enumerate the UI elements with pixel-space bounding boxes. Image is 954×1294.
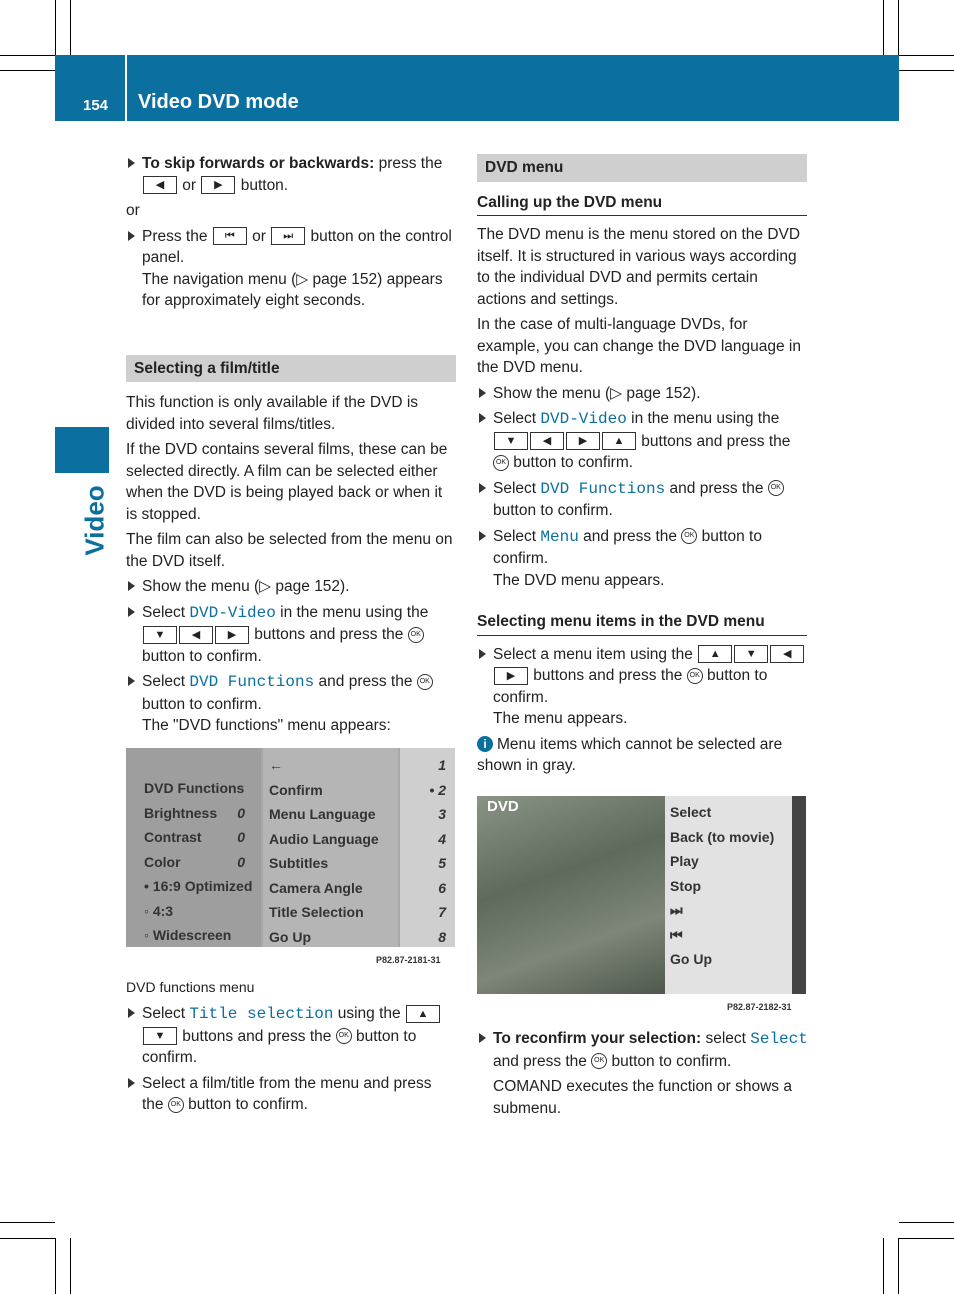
screen-menu-item <box>144 850 259 875</box>
screen-col2 <box>269 753 397 947</box>
screen-menu-item <box>269 827 397 852</box>
screen-menu-item-label: Confirm <box>269 781 323 798</box>
step-text: or <box>247 227 271 245</box>
screen-menu-item-value: 0 <box>237 804 245 821</box>
ok-button-icon: OK <box>681 528 697 544</box>
screen-menu-item <box>670 800 788 825</box>
side-tab <box>55 427 109 473</box>
step-result: The navigation menu (▷ page 152) appears for approximately eight seconds. <box>142 270 443 309</box>
info-text: Menu items which cannot be selected are shown in gray. <box>477 735 783 774</box>
screen-menu-item <box>269 900 397 925</box>
down-key-icon: ▼ <box>734 645 768 663</box>
dvd-functions-screenshot <box>126 748 455 947</box>
screen-menu-item <box>670 923 788 948</box>
screen-menu-item <box>269 778 397 803</box>
screen-menu <box>670 800 788 972</box>
step-text: select <box>701 1030 751 1047</box>
step-text: in the menu using the <box>626 410 780 427</box>
screen-menu-item-label: Stop <box>670 877 702 894</box>
step-select-item <box>477 644 807 730</box>
step-text: button to confirm. <box>142 647 262 665</box>
info-note <box>477 734 807 777</box>
ok-button-icon: OK <box>687 668 703 684</box>
left-column <box>126 153 456 741</box>
screen-menu-item <box>406 900 446 925</box>
paragraph: This function is only available if the DVD is divided into several films/titles. <box>126 394 419 433</box>
paragraph: COMAND executes the function or shows a submenu. <box>493 1078 792 1117</box>
screen-menu-item-label: 8 <box>438 928 446 945</box>
screen-menu-item-label: ◦ 4:3 <box>144 902 174 919</box>
screen-menu-item <box>670 898 788 923</box>
paragraph: In the case of multi-language DVDs, for example, you can change the DVD language in the DVD menu. <box>477 316 801 376</box>
screen-dvd-label: DVD <box>487 798 519 815</box>
image-caption: DVD functions menu <box>126 979 255 995</box>
screen-menu-item-label: ◦ Widescreen <box>144 927 232 943</box>
down-key-icon: ▼ <box>494 432 528 450</box>
code-text: Select <box>750 1030 808 1048</box>
code-text: DVD Functions <box>189 673 315 691</box>
step-result: The menu appears. <box>493 710 628 727</box>
step-select-menu <box>477 526 807 592</box>
paragraph: The film can also be selected from the menu on the DVD itself. <box>126 531 453 570</box>
screen-menu-item-label: Play <box>670 853 699 869</box>
up-key-icon: ▲ <box>406 1005 440 1023</box>
code-text: DVD-Video <box>189 603 276 622</box>
right-key-icon: ▶ <box>494 667 528 685</box>
subheading: Selecting menu items in the DVD menu <box>477 611 807 636</box>
screen-menu-item-label: Select <box>670 804 712 820</box>
screen-menu-item <box>144 899 259 924</box>
screen-menu-item-label: • 16:9 Optimized <box>144 878 253 894</box>
screen-menu-item-label: ⏭ <box>670 902 683 918</box>
screen-menu-item-label: ⏮ <box>670 926 683 943</box>
code-text: Title selection <box>189 1005 334 1023</box>
step-select-functions <box>126 671 456 737</box>
left-key-icon: ◀ <box>179 626 213 644</box>
crop-mark <box>899 55 954 56</box>
bullet-arrow-icon <box>479 413 486 423</box>
screen-menu-item <box>144 825 259 850</box>
bullet-arrow-icon <box>479 531 486 541</box>
left-key-icon: ◀ <box>530 432 564 450</box>
crop-mark <box>55 0 56 55</box>
side-label <box>70 475 130 555</box>
code-text: DVD Functions <box>540 479 666 498</box>
screen-menu-item <box>406 802 446 827</box>
crop-mark <box>0 1238 55 1239</box>
bullet-arrow-icon <box>479 1033 486 1043</box>
step-text: button. <box>236 176 289 194</box>
step-text: buttons and press the <box>637 432 791 450</box>
crop-mark <box>0 70 55 71</box>
dvd-menu-screenshot <box>477 796 806 994</box>
step-text: button to confirm. <box>607 1052 732 1070</box>
screen-menu-item-label: Subtitles <box>269 855 329 871</box>
section-heading: DVD menu <box>477 154 807 182</box>
step-press-panel <box>126 226 456 312</box>
right-column-bottom <box>477 1028 812 1123</box>
code-text: DVD-Video <box>540 410 627 428</box>
step-text: and press the <box>578 527 682 545</box>
step-text: button to confirm. <box>142 1027 417 1066</box>
step-select-film <box>126 1073 456 1116</box>
step-text: Select a menu item using the <box>493 645 698 663</box>
step-text: Show the menu (▷ page 152). <box>142 578 350 595</box>
screen-col1 <box>144 776 259 947</box>
screen-menu-item-label: Go Up <box>670 951 712 967</box>
screen-menu-item-label: Camera Angle <box>269 879 363 896</box>
step-text: using the <box>333 1005 405 1022</box>
step-bold: To skip forwards or backwards: <box>142 155 375 172</box>
bullet-arrow-icon <box>128 607 135 617</box>
page-number: 154 <box>83 97 109 114</box>
screen-menu-item-label: 6 <box>438 879 446 896</box>
step-text: or <box>178 176 201 194</box>
step-text: button to confirm. <box>142 695 262 713</box>
image-code: P82.87-2182-31 <box>727 1002 792 1012</box>
paragraph: The DVD menu is the menu stored on the DVD itself. It is structured in various ways according to the individual DVD and permits certain actions and settings. <box>477 226 801 308</box>
screen-menu-item-label: 5 <box>438 855 446 871</box>
screen-menu-item <box>406 753 446 778</box>
step-text: button to confirm. <box>183 1096 308 1113</box>
left-key-icon: ◀ <box>770 645 804 663</box>
side-label-text: Video <box>79 485 110 556</box>
screen-menu-item-label: ← <box>269 757 283 773</box>
down-key-icon: ▼ <box>143 626 177 644</box>
step-text: Show the menu (▷ page 152). <box>493 384 701 402</box>
screen-menu-item-value: 0 <box>237 853 245 870</box>
screen-menu-item <box>144 801 259 826</box>
up-key-icon: ▲ <box>698 645 732 663</box>
bullet-arrow-icon <box>128 1008 135 1018</box>
code-text: Menu <box>540 527 579 546</box>
bullet-arrow-icon <box>128 1078 135 1088</box>
crop-mark <box>898 0 899 55</box>
paragraph: If the DVD contains several films, these can be selected directly. A film can be selected either when the DVD is being played back or when it is stopped. <box>126 441 448 523</box>
screen-menu-item <box>269 753 397 778</box>
step-text: and press the <box>314 673 417 690</box>
step-select-functions <box>477 478 807 522</box>
screen-menu-item-label: • 2 <box>429 781 446 798</box>
screen-menu-item <box>269 925 397 948</box>
ok-button-icon: OK <box>417 674 433 690</box>
bullet-arrow-icon <box>479 483 486 493</box>
down-key-icon: ▼ <box>143 1027 177 1045</box>
screen-menu-item-label: 4 <box>438 830 446 847</box>
screen-menu-item <box>670 947 788 972</box>
right-column <box>477 154 807 781</box>
step-show-menu <box>477 383 807 405</box>
or-text: or <box>126 202 140 219</box>
screen-menu-item-label: Back (to movie) <box>670 828 775 845</box>
right-key-icon: ▶ <box>566 432 600 450</box>
crop-mark <box>883 1238 884 1294</box>
crop-mark <box>898 1238 899 1294</box>
crop-mark <box>70 0 71 55</box>
up-key-icon: ▲ <box>602 432 636 450</box>
step-text: Press the <box>142 227 212 245</box>
ok-button-icon: OK <box>768 480 784 496</box>
step-text: Select <box>142 603 190 621</box>
step-bold: To reconfirm your selection: <box>493 1030 702 1047</box>
step-text: and press the <box>493 1052 592 1070</box>
screen-menu-item <box>269 851 397 876</box>
screen-menu-item <box>670 825 788 850</box>
step-skip <box>126 153 456 196</box>
screen-menu-item-label: 1 <box>438 757 446 773</box>
bullet-arrow-icon <box>479 388 486 398</box>
screen-menu-item <box>269 876 397 901</box>
screen-menu-item <box>269 802 397 827</box>
crop-mark <box>899 1238 954 1239</box>
crop-mark <box>883 0 884 55</box>
screen-menu-item-label: Menu Language <box>269 806 376 822</box>
page-header <box>55 55 899 121</box>
step-show-menu <box>126 576 456 598</box>
next-key-icon: ⏭ <box>271 227 305 245</box>
right-key-icon: ▶ <box>201 176 235 194</box>
screen-menu-item <box>144 776 259 801</box>
right-key-icon: ▶ <box>215 626 249 644</box>
ok-button-icon: OK <box>336 1028 352 1044</box>
screen-menu-item-label: Audio Language <box>269 830 379 847</box>
step-text: Select <box>493 410 541 427</box>
crop-mark <box>70 1238 71 1294</box>
screen-menu-item-label: Title Selection <box>269 904 364 920</box>
step-text: and press the <box>665 479 768 497</box>
crop-mark <box>55 1238 56 1294</box>
bullet-arrow-icon <box>479 649 486 659</box>
step-text: button to confirm. <box>509 454 634 471</box>
step-text: buttons and press the <box>250 626 408 643</box>
step-text: button to confirm. <box>493 667 768 706</box>
step-text: Select <box>142 673 190 690</box>
section-heading: Selecting a film/title <box>126 355 456 383</box>
screen-menu-item <box>144 923 259 947</box>
screen-col3 <box>406 753 446 947</box>
header-divider <box>125 55 127 121</box>
crop-mark <box>899 1222 954 1223</box>
left-column-bottom <box>126 1003 456 1120</box>
step-text: Select <box>493 527 541 545</box>
step-result: The DVD menu appears. <box>493 571 665 589</box>
left-key-icon: ◀ <box>143 176 177 194</box>
step-text: button to confirm. <box>493 527 762 567</box>
crop-mark <box>0 1222 55 1223</box>
screen-menu-item <box>670 874 788 899</box>
step-reconfirm <box>477 1028 812 1072</box>
screen-menu-item-label: Brightness <box>144 804 218 821</box>
screen-menu-item <box>406 851 446 876</box>
step-text: button to confirm. <box>493 502 613 519</box>
screen-menu-item <box>406 876 446 901</box>
ok-button-icon: OK <box>591 1053 607 1069</box>
screen-menu-item <box>406 827 446 852</box>
ok-button-icon: OK <box>168 1097 184 1113</box>
screen-video-area <box>477 796 665 994</box>
step-text: button on the control panel. <box>142 227 452 266</box>
screen-scrollbar <box>792 796 806 994</box>
step-select-dvdvideo <box>477 408 807 474</box>
screen-menu-item-label: Contrast <box>144 829 202 845</box>
subheading: Calling up the DVD menu <box>477 192 807 217</box>
crop-mark <box>899 70 954 71</box>
screen-menu-item <box>406 925 446 948</box>
step-text: buttons and press the <box>178 1027 336 1045</box>
prev-key-icon: ⏮ <box>213 227 247 245</box>
screen-menu-item-value: 0 <box>237 829 245 845</box>
step-select-dvdvideo <box>126 602 456 668</box>
crop-mark <box>0 55 55 56</box>
screen-menu-item <box>406 778 446 803</box>
bullet-arrow-icon <box>128 676 135 686</box>
screen-menu-item-label: 7 <box>438 904 446 920</box>
step-select-title <box>126 1003 456 1069</box>
step-text: press the <box>374 155 443 172</box>
step-text: in the menu using the <box>275 603 429 621</box>
screen-menu-item-label: Go Up <box>269 928 311 945</box>
screen-menu-item-label: DVD Functions <box>144 780 245 796</box>
info-icon: i <box>477 736 493 752</box>
screen-menu-item <box>670 849 788 874</box>
bullet-arrow-icon <box>128 581 135 591</box>
step-text: Select <box>493 479 541 497</box>
step-text: Select <box>142 1005 190 1022</box>
step-text: buttons and press the <box>529 667 687 684</box>
ok-button-icon: OK <box>408 627 424 643</box>
bullet-arrow-icon <box>128 231 135 241</box>
screen-menu-item <box>144 874 259 899</box>
step-result: The "DVD functions" menu appears: <box>142 717 391 734</box>
screen-menu-item-label: 3 <box>438 806 446 822</box>
screen-menu-item-label: Color <box>144 853 181 870</box>
ok-button-icon: OK <box>493 455 509 471</box>
step-text: Select a film/title from the menu and press the <box>142 1074 432 1113</box>
bullet-arrow-icon <box>128 158 135 168</box>
image-code: P82.87-2181-31 <box>376 955 441 965</box>
page-title: Video DVD mode <box>138 91 299 113</box>
